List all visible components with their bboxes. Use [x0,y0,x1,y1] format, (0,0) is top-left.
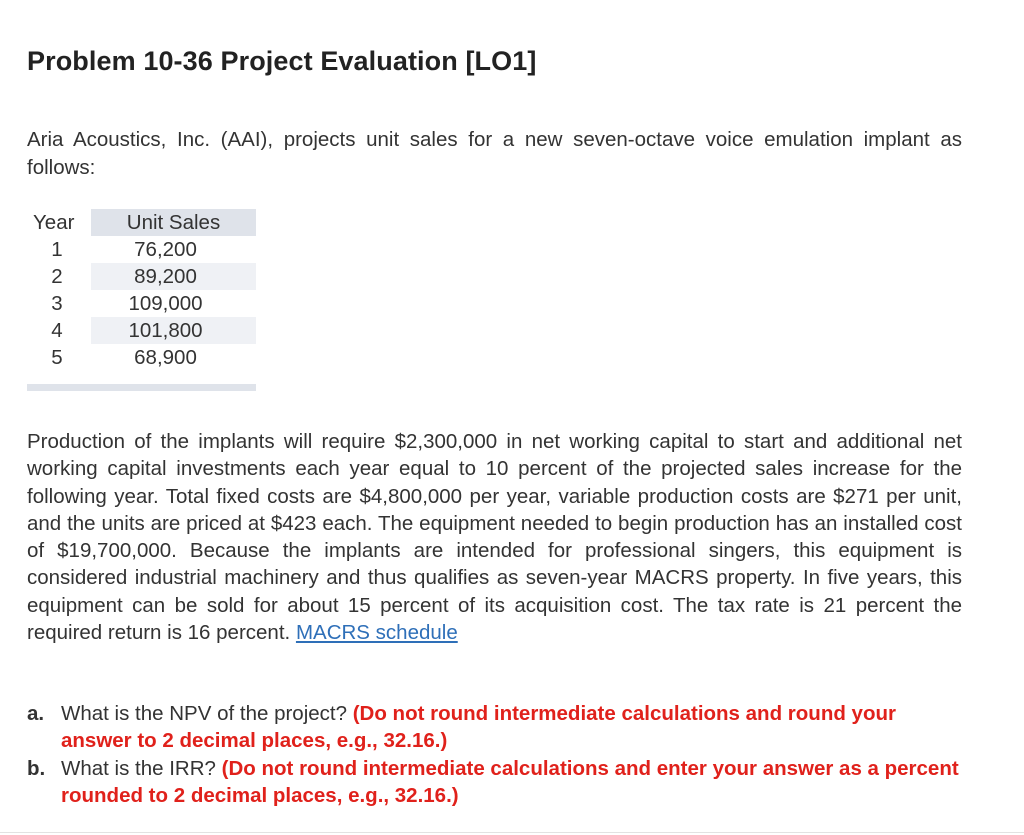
year-cell: 2 [51,264,63,288]
question-text: What is the NPV of the project? [61,702,347,725]
question-text: What is the IRR? [61,756,216,780]
unit-sales-cell: 109,000 [128,291,203,315]
question-letter: a. [27,702,45,725]
unit-sales-table [27,209,256,371]
table-row [27,290,256,317]
unit-sales-cell: 101,800 [91,317,256,344]
unit-sales-cell: 76,200 [134,237,197,261]
year-cell: 4 [51,318,63,342]
table-row [27,236,256,263]
table-row [27,344,256,371]
year-cell: 3 [51,291,63,315]
question-letter: b. [27,756,46,780]
question-a [27,700,962,755]
question-instruction: (Do not round intermediate calculations and enter your answer as a percent rounded to 2 decimal places, e.g., 32.16.) [61,756,959,807]
problem-paragraph [27,428,962,646]
unit-sales-cell: 89,200 [91,263,256,290]
year-header: Year [33,210,75,234]
unit-sales-cell: 68,900 [134,345,197,369]
year-cell: 5 [51,345,63,369]
intro-text: Aria Acoustics, Inc. (AAI), projects unit sales for a new seven-octave voice emulation implant as follows: [27,128,962,179]
question-b [27,755,962,810]
problem-title: Problem 10-36 Project Evaluation [LO1] [27,46,537,76]
bottom-divider [0,832,1024,833]
table-header-row [27,209,256,236]
paragraph-text: Production of the implants will require $2,300,000 in net working capital to start and additional net working capital investments each year equal to 10 percent of the projected sales increase for the following year. Total fixed costs are $4,800,000 per year, variable production costs are $271 per unit, and the units are priced at $423 each. The equipment needed to begin production has an installed cost of $19,700,000. Because the implants are intended for professional singers, this equipment is considered industrial machinery and thus qualifies as seven-year MACRS property. In five years, this equipment can be sold for about 15 percent of its acquisition cost. The tax rate is 21 percent the required return is 16 percent. [27,430,962,645]
macrs-schedule-link[interactable]: MACRS schedule [295,621,458,645]
unit-sales-header: Unit Sales [91,209,256,236]
table-row [27,263,256,290]
table-bottom-rule [27,384,256,391]
question-instruction: (Do not round intermediate calculations and round your answer to 2 decimal places, e.g., 32.16.) [61,702,896,753]
year-cell: 1 [51,237,63,261]
table-row [27,317,256,344]
questions-list [27,700,962,809]
